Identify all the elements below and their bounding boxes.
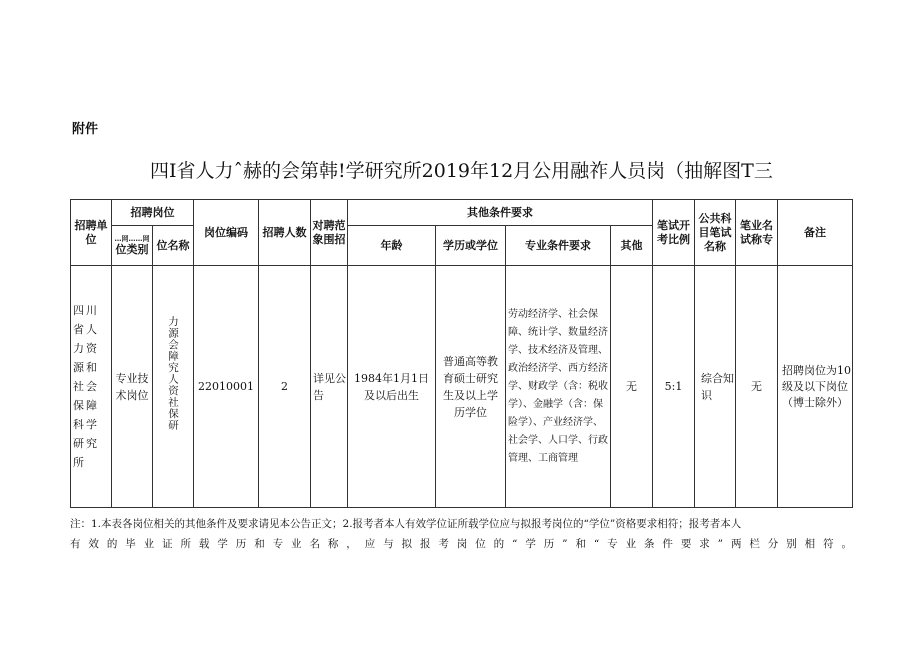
cell-pro-subject: 无 (736, 266, 778, 508)
header-other-conditions: 其他条件要求 (348, 200, 653, 226)
header-count: 招聘人数 (259, 200, 311, 266)
cell-ratio: 5:1 (653, 266, 695, 508)
header-pro-subject: 笔业名试称专 (736, 200, 778, 266)
header-scope: 对聘范象围招 (311, 200, 348, 266)
cell-other: 无 (611, 266, 653, 508)
cell-public-subject: 综合知识 (695, 266, 736, 508)
header-ratio: 笔试开考比例 (653, 200, 695, 266)
header-post-code: 岗位编码 (194, 200, 259, 266)
cell-name (153, 266, 194, 508)
header-post-group: 招聘岗位 (112, 200, 194, 226)
cell-category: 专业技术岗位 (112, 266, 153, 508)
header-recruit-unit: 招聘单位 (71, 200, 112, 266)
cell-code: 22010001 (194, 266, 259, 508)
page-title: 四I省人力ˆ赫的会第韩!学研究所2019年12月公用融祚人员岗（抽解图T三 (150, 160, 773, 182)
recruitment-table (70, 199, 853, 508)
footnote-line-2: 有效的毕业证所载学历和专业名称，应与拟报考岗位的“学历”和“专业条件要求”两栏分别相符。 (70, 538, 852, 550)
cell-age: 1984年1月1日及以后出生 (348, 266, 436, 508)
header-education: 学历或学位 (436, 226, 506, 266)
cell-education: 普通高等教育硕士研究生及以上学历学位 (436, 266, 506, 508)
cell-name-text: 力源会障究人资社保研 (167, 316, 179, 431)
footnote-line-1: 注：1.本表各岗位相关的其他条件及要求请见本公告正文；2.报考者本人有效学位证所载学位应与拟报考岗位的“学位”资格要求相符；报考者本人 (70, 518, 742, 530)
cell-unit: 四川省人力资源和社会保障科学研究所 (71, 266, 112, 508)
header-post-category-label: 位类别 (115, 242, 149, 256)
header-post-category (112, 226, 153, 266)
header-remarks: 备注 (778, 200, 853, 266)
table-row (71, 266, 853, 508)
cell-scope: 详见公告 (311, 266, 348, 508)
header-post-overlay: …网……网 (114, 234, 150, 243)
cell-count: 2 (259, 266, 311, 508)
cell-major: 劳动经济学、社会保障、统计学、数量经济学、技术经济及管理、政治经济学、西方经济学、财政学（含：税收学）、金融学（含：保险学）、产业经济学、社会学、人口学、行政管理、工商管理 (506, 266, 611, 508)
header-other: 其他 (611, 226, 653, 266)
footnote (70, 514, 852, 554)
header-age: 年龄 (348, 226, 436, 266)
attachment-label: 附件 (72, 122, 99, 137)
header-post-name: 位名称 (153, 226, 194, 266)
cell-remarks: 招聘岗位为10级及以下岗位（博士除外） (778, 266, 853, 508)
header-major: 专业条件要求 (506, 226, 611, 266)
header-public-subject: 公共科目笔试名称 (695, 200, 736, 266)
